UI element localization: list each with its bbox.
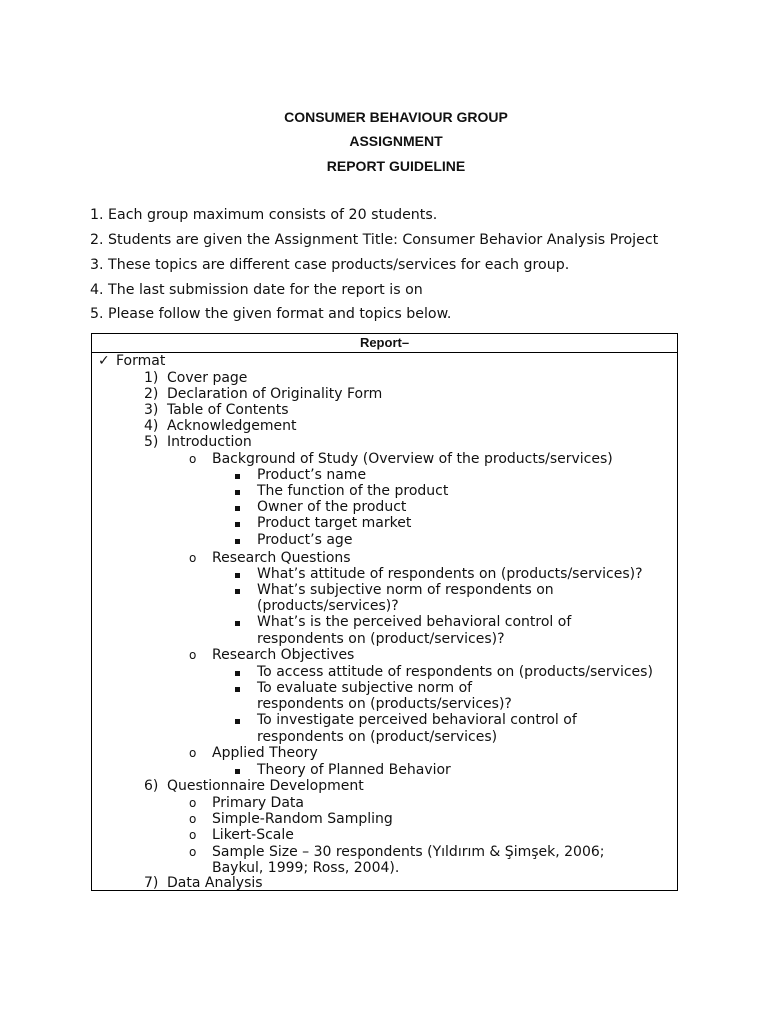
applied-theory: Applied Theory <box>212 745 318 761</box>
square-bullet-icon <box>235 769 240 774</box>
research-objectives: Research Objectives <box>212 647 355 663</box>
research-question-item-cont: (products/services)? <box>257 598 399 614</box>
instruction-1: 1. Each group maximum consists of 20 students. <box>90 207 438 223</box>
questionnaire-item: Sample Size – 30 respondents (Yıldırım & Şimşek, 2006; <box>212 844 605 860</box>
square-bullet-icon <box>235 474 240 479</box>
square-bullet-icon <box>235 719 240 724</box>
square-bullet-icon <box>235 671 240 676</box>
research-questions: Research Questions <box>212 550 351 566</box>
instruction-4: 4. The last submission date for the report is on <box>90 282 423 298</box>
format-label: Format <box>116 353 166 369</box>
document-title-line-1: CONSUMER BEHAVIOUR GROUP <box>284 109 508 125</box>
item-number: 7) <box>144 875 159 891</box>
square-bullet-icon <box>235 589 240 594</box>
questionnaire-item: Primary Data <box>212 795 304 811</box>
circle-bullet-icon: o <box>189 551 197 565</box>
research-question-item: What’s is the perceived behavioral control of <box>257 614 572 630</box>
questionnaire-item: Likert-Scale <box>212 827 294 843</box>
circle-bullet-icon: o <box>189 828 197 842</box>
document-title-line-2: ASSIGNMENT <box>349 133 443 149</box>
document-title-line-3: REPORT GUIDELINE <box>326 158 466 174</box>
instruction-2: 2. Students are given the Assignment Title: Consumer Behavior Analysis Project <box>90 232 659 248</box>
background-item: Product’s name <box>257 467 367 483</box>
questionnaire-item-cont: Baykul, 1999; Ross, 2004). <box>212 860 400 876</box>
table-header: Report– <box>92 334 677 353</box>
instruction-5: 5. Please follow the given format and topics below. <box>90 306 452 322</box>
item-number: 4) <box>144 418 159 434</box>
circle-bullet-icon: o <box>189 648 197 662</box>
research-question-item-cont: respondents on (product/services)? <box>257 631 505 647</box>
item-number: 2) <box>144 386 159 402</box>
item-introduction: Introduction <box>167 434 252 450</box>
check-icon: ✓ <box>98 353 110 369</box>
item-number: 6) <box>144 778 159 794</box>
square-bullet-icon <box>235 573 240 578</box>
item-cover-page: Cover page <box>167 370 248 386</box>
research-objective-item-cont: respondents on (product/services) <box>257 729 498 745</box>
research-objective-item: To investigate perceived behavioral control of <box>257 712 577 728</box>
square-bullet-icon <box>235 621 240 626</box>
questionnaire-item: Simple-Random Sampling <box>212 811 393 827</box>
research-objective-item-cont: respondents on (products/services)? <box>257 696 512 712</box>
background-item: Product target market <box>257 515 412 531</box>
background-item: The function of the product <box>257 483 449 499</box>
item-data-analysis: Data Analysis <box>167 875 263 891</box>
research-objective-item: To access attitude of respondents on (products/services) <box>257 664 653 680</box>
item-questionnaire-development: Questionnaire Development <box>167 778 364 794</box>
item-declaration: Declaration of Originality Form <box>167 386 383 402</box>
background-item: Product’s age <box>257 532 353 548</box>
circle-bullet-icon: o <box>189 845 197 859</box>
research-question-item: What’s attitude of respondents on (products/services)? <box>257 566 643 582</box>
background-item: Owner of the product <box>257 499 407 515</box>
item-number: 1) <box>144 370 159 386</box>
square-bullet-icon <box>235 522 240 527</box>
research-question-item: What’s subjective norm of respondents on <box>257 582 554 598</box>
item-number: 3) <box>144 402 159 418</box>
item-table-of-contents: Table of Contents <box>167 402 289 418</box>
square-bullet-icon <box>235 506 240 511</box>
circle-bullet-icon: o <box>189 452 197 466</box>
circle-bullet-icon: o <box>189 812 197 826</box>
theory-item: Theory of Planned Behavior <box>257 762 451 778</box>
circle-bullet-icon: o <box>189 746 197 760</box>
instruction-3: 3. These topics are different case products/services for each group. <box>90 257 570 273</box>
background-of-study: Background of Study (Overview of the products/services) <box>212 451 613 467</box>
circle-bullet-icon: o <box>189 796 197 810</box>
square-bullet-icon <box>235 539 240 544</box>
item-number: 5) <box>144 434 159 450</box>
report-format-table <box>91 333 678 891</box>
item-acknowledgement: Acknowledgement <box>167 418 297 434</box>
square-bullet-icon <box>235 687 240 692</box>
square-bullet-icon <box>235 490 240 495</box>
research-objective-item: To evaluate subjective norm of <box>257 680 473 696</box>
